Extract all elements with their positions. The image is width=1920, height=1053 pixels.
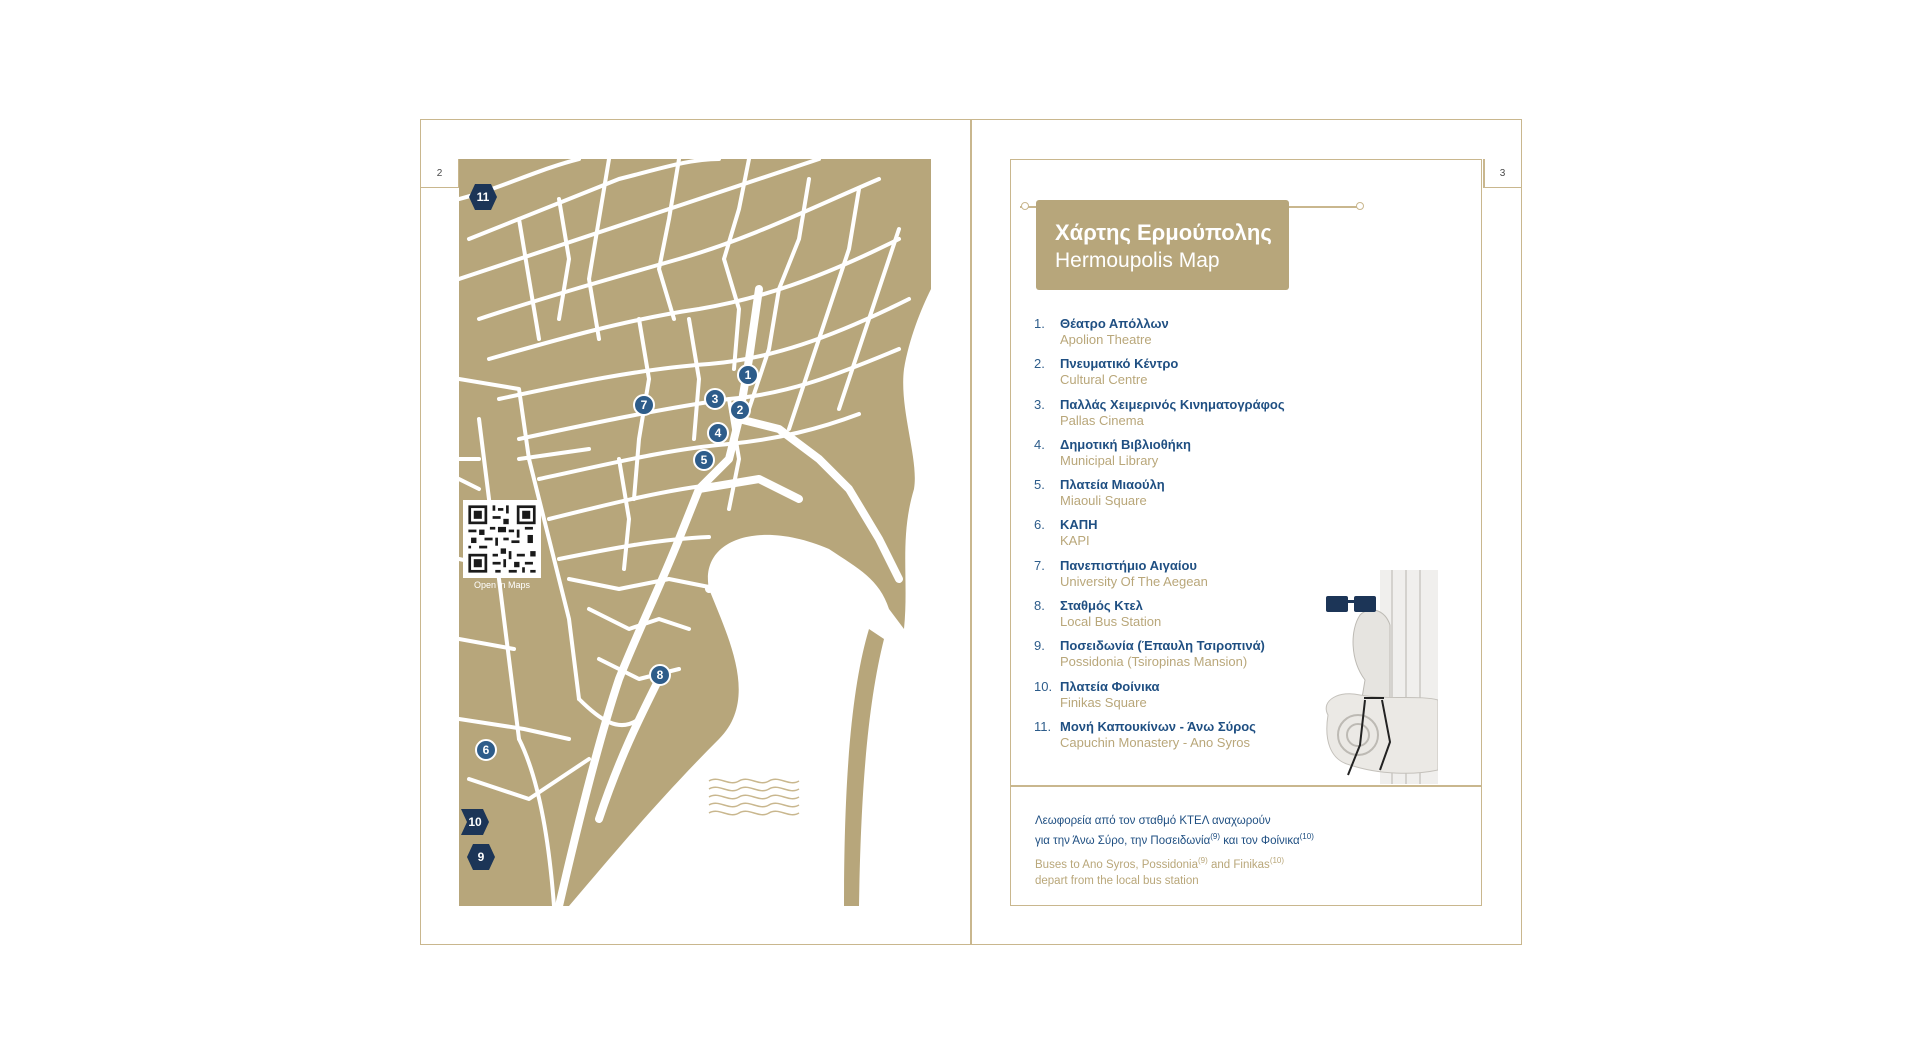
poi-name-english: Miaouli Square <box>1060 493 1147 509</box>
hermoupolis-map[interactable] <box>459 159 931 906</box>
bus-note-greek-line2b: και τον Φοίνικα <box>1220 834 1300 847</box>
ionic-column-mascot-illustration <box>1320 570 1438 784</box>
poi-name-english: Apolion Theatre <box>1060 332 1152 347</box>
poi-name-greek: Δημοτική Βιβλιοθήκη <box>1060 436 1191 452</box>
page-number-right: 3 <box>1484 160 1521 188</box>
note-divider <box>1011 785 1481 787</box>
poi-item-3[interactable] <box>1034 397 1364 437</box>
poi-name-english: Local Bus Station <box>1060 614 1162 630</box>
poi-name-greek: Ποσειδωνία (Έπαυλη Τσιροπινά) <box>1060 638 1265 654</box>
bus-note-english-line1b: and Finikas <box>1207 858 1270 871</box>
poi-item-9[interactable] <box>1034 638 1364 678</box>
poi-name-english: Municipal Library <box>1060 452 1159 468</box>
poi-item-6[interactable] <box>1034 517 1364 557</box>
map-title-box <box>1036 200 1289 290</box>
poi-name-greek: Πνευματικό Κέντρο <box>1060 356 1179 372</box>
poi-name-greek: Μονή Καπουκίνων - Άνω Σύρος <box>1060 718 1256 734</box>
poi-name-greek: ΚΑΠΗ <box>1060 517 1098 533</box>
booklet-spine <box>970 119 972 945</box>
map-marker-8[interactable]: 8 <box>649 664 671 686</box>
poi-name-english: Finikas Square <box>1060 694 1147 710</box>
poi-name-greek: Πλατεία Φοίνικα <box>1060 678 1160 694</box>
poi-list <box>1034 316 1364 759</box>
bus-note-greek-line2a: για την Άνω Σύρο, την Ποσειδωνία <box>1035 834 1211 847</box>
map-title-greek: Χάρτης Ερμούπολης <box>1055 220 1272 245</box>
poi-name-english: University Of The Aegean <box>1060 573 1208 589</box>
poi-number: 1. <box>1034 316 1045 331</box>
title-deco-dot-left <box>1021 202 1029 210</box>
poi-item-11[interactable] <box>1034 719 1364 759</box>
poi-number: 5. <box>1034 477 1045 493</box>
map-marker-11-label: 11 <box>476 190 490 204</box>
map-marker-5[interactable]: 5 <box>693 449 715 471</box>
poi-number: 7. <box>1034 557 1045 573</box>
map-marker-9-label: 9 <box>477 850 485 864</box>
bus-note-greek <box>1035 813 1455 849</box>
map-marker-4[interactable]: 4 <box>707 422 729 444</box>
map-marker-3[interactable]: 3 <box>704 388 726 410</box>
poi-number: 9. <box>1034 638 1045 654</box>
poi-number: 2. <box>1034 356 1045 372</box>
poi-name-greek: Πανεπιστήμιο Αιγαίου <box>1060 557 1197 573</box>
open-in-maps-qr[interactable] <box>463 500 541 594</box>
poi-item-7[interactable] <box>1034 558 1364 598</box>
map-marker-6[interactable]: 6 <box>475 739 497 761</box>
poi-name-english: Cultural Centre <box>1060 372 1148 388</box>
bus-note-greek-line1: Λεωφορεία από τον σταθμό ΚΤΕΛ αναχωρούν <box>1035 815 1271 827</box>
poi-name-greek: Θέατρο Απόλλων <box>1060 316 1169 331</box>
poi-name-greek: Πλατεία Μιαούλη <box>1060 477 1165 493</box>
page-number-left: 2 <box>421 160 458 188</box>
bus-note-english-line1a: Buses to Ano Syros, Possidonia <box>1035 858 1199 871</box>
poi-number: 8. <box>1034 598 1045 614</box>
map-marker-7[interactable]: 7 <box>633 394 655 416</box>
poi-number: 3. <box>1034 396 1045 412</box>
bus-note-greek-sup1: (9) <box>1210 832 1220 841</box>
bus-note <box>1035 813 1455 889</box>
poi-item-10[interactable] <box>1034 679 1364 719</box>
poi-name-greek: Παλλάς Χειμερινός Κινηματογράφος <box>1060 396 1285 412</box>
map-title-english: Hermoupolis Map <box>1055 249 1220 272</box>
bus-note-english-line2: depart from the local bus station <box>1035 874 1199 887</box>
map-marker-10-label: 10 <box>468 815 482 829</box>
poi-item-4[interactable] <box>1034 437 1364 477</box>
qr-code-icon <box>463 500 541 578</box>
poi-number: 10. <box>1034 678 1053 694</box>
qr-label: Open in Maps <box>473 580 531 590</box>
bus-note-english-sup2: (10) <box>1269 855 1285 865</box>
map-marker-11[interactable] <box>469 184 497 210</box>
page-number-right-rule <box>1483 159 1485 188</box>
poi-number: 6. <box>1034 517 1045 533</box>
map-marker-2[interactable]: 2 <box>729 399 751 421</box>
poi-name-english: Capuchin Monastery - Ano Syros <box>1060 734 1251 750</box>
poi-item-8[interactable] <box>1034 598 1364 638</box>
poi-number: 4. <box>1034 436 1045 452</box>
title-deco-dot-right <box>1356 202 1364 210</box>
map-marker-1[interactable]: 1 <box>737 364 759 386</box>
poi-item-1[interactable] <box>1034 316 1364 356</box>
poi-name-english: Pallas Cinema <box>1060 412 1144 428</box>
poi-item-2[interactable] <box>1034 356 1364 396</box>
poi-number: 11. <box>1034 718 1052 734</box>
bus-note-english-sup1: (9) <box>1198 855 1208 865</box>
map-marker-9[interactable] <box>467 844 495 870</box>
poi-name-english: KAPI <box>1060 533 1090 549</box>
map-marker-10[interactable] <box>461 809 489 835</box>
bus-note-english <box>1035 853 1455 889</box>
poi-name-greek: Σταθμός Κτελ <box>1060 598 1143 614</box>
poi-name-english: Possidonia (Tsiropinas Mansion) <box>1060 654 1248 670</box>
poi-item-5[interactable] <box>1034 477 1364 517</box>
bus-note-greek-sup2: (10) <box>1299 832 1314 841</box>
